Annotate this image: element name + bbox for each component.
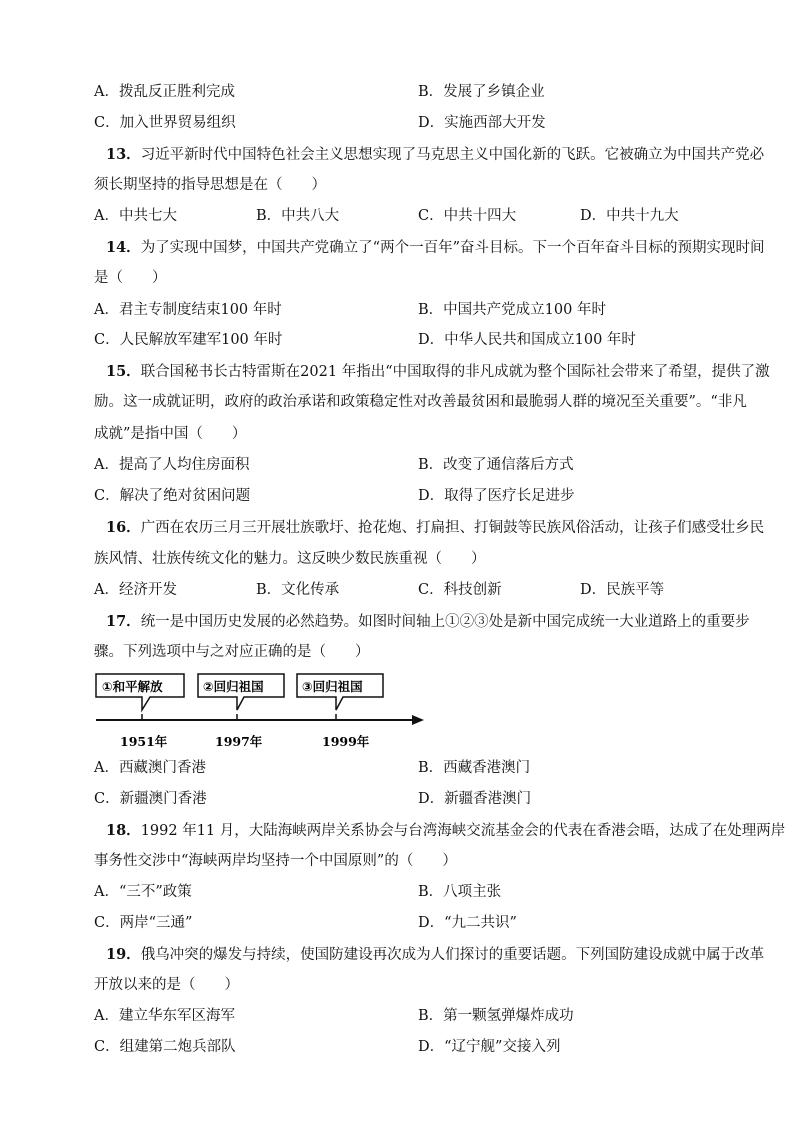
q12-option-c[interactable]: C．加入世界贸易组织 [94,115,236,131]
q16-stem-line2: 族风情、壮族传统文化的魅力。这反映少数民族重视（ ） [94,551,486,567]
q16-number: 16． [106,519,141,536]
q13-stem-line1 [106,146,766,164]
q19-option-a[interactable]: A．建立华东军区海军 [94,1008,235,1024]
timeline-label-1: ①和平解放 [102,679,163,694]
q15-number: 15． [106,363,141,380]
q14-number: 14． [106,239,141,256]
q13-text-1: 习近平新时代中国特色社会主义思想实现了马克思主义中国化新的飞跃。它被确立为中国共产党必 [140,147,765,163]
q19-number: 19． [106,946,141,963]
q18-stem-line2: 事务性交涉中“海峡两岸均坚持一个中国原则”的（ ） [94,853,457,869]
q15-stem-line2: 励。这一成就证明，政府的政治承诺和政策稳定性对改善最贫困和最脆弱人群的境况至关重要”。“非凡 [94,394,747,410]
timeline-callout-1 [96,674,184,710]
q18-number: 18． [106,822,141,839]
timeline-callout-2 [198,674,284,710]
timeline-year-3: 1999年 [322,734,370,749]
q19-option-c[interactable]: C．组建第二炮兵部队 [94,1039,236,1055]
timeline-year-1: 1951年 [120,734,168,749]
q19-stem-line1 [106,946,766,964]
q16-option-d[interactable]: D．民族平等 [580,582,665,598]
q14-option-c[interactable]: C．人民解放军建军100 年时 [94,332,283,348]
q14-option-d[interactable]: D．中华人民共和国成立100 年时 [418,332,636,348]
q13-option-d[interactable]: D．中共十九大 [580,208,679,224]
q13-option-a[interactable]: A．中共七大 [94,208,177,224]
q17-text-1: 统一是中国历史发展的必然趋势。如图时间轴上①②③处是新中国完成统一大业道路上的重要步 [140,614,750,630]
q13-option-c[interactable]: C．中共十四大 [418,208,517,224]
q18-option-c[interactable]: C．两岸“三通” [94,915,193,931]
q17-number: 17． [106,613,141,630]
q17-stem-line1 [106,613,766,631]
q19-stem-line2: 开放以来的是（ ） [94,977,239,993]
q15-text-1: 联合国秘书长古特雷斯在2021 年指出“中国取得的非凡成就为整个国际社会带来了希望，提供了激 [140,364,770,380]
q15-option-d[interactable]: D．取得了医疗长足进步 [418,488,575,504]
q12-option-d[interactable]: D．实施西部大开发 [418,115,546,131]
q14-option-a[interactable]: A．君主专制度结束100 年时 [94,302,282,318]
q16-stem-line1 [106,519,766,537]
q18-option-b[interactable]: B．八项主张 [418,884,502,900]
q12-option-b[interactable]: B．发展了乡镇企业 [418,84,545,100]
q14-text-1: 为了实现中国梦，中国共产党确立了“两个一百年”奋斗目标。下一个百年奋斗目标的预期实现时间 [140,240,765,256]
q19-text-1: 俄乌冲突的爆发与持续，使国防建设再次成为人们探讨的重要话题。下列国防建设成就中属于改革 [140,947,765,963]
q16-option-a[interactable]: A．经济开发 [94,582,177,598]
q18-option-a[interactable]: A．“三不”政策 [94,884,192,900]
timeline-label-3: ③回归祖国 [302,679,363,694]
q13-option-b[interactable]: B．中共八大 [256,208,340,224]
q12-option-a[interactable]: A．拨乱反正胜利完成 [94,84,235,100]
q15-option-c[interactable]: C．解决了绝对贫困问题 [94,488,251,504]
timeline-arrow-icon [412,715,424,725]
q18-option-d[interactable]: D．“九二共识” [418,915,517,931]
q14-option-b[interactable]: B．中国共产党成立100 年时 [418,302,606,318]
q14-stem-line1 [106,239,766,257]
timeline-label-2: ②回归祖国 [203,679,264,694]
q13-stem-line2: 须长期坚持的指导思想是在（ ） [94,177,326,193]
timeline-callout-3 [297,674,383,710]
q13-number: 13． [106,146,141,163]
q17-stem-line2: 骤。下列选项中与之对应正确的是（ ） [94,644,370,660]
q15-option-a[interactable]: A．提高了人均住房面积 [94,457,250,473]
q17-option-b[interactable]: B．西藏香港澳门 [418,760,531,776]
q17-timeline-figure [94,670,430,752]
q16-option-b[interactable]: B．文化传承 [256,582,340,598]
q15-stem-line3: 成就”是指中国（ ） [94,426,247,442]
q17-option-a[interactable]: A．西藏澳门香港 [94,760,206,776]
q15-option-b[interactable]: B．改变了通信落后方式 [418,457,574,473]
q19-option-b[interactable]: B．第一颗氢弹爆炸成功 [418,1008,574,1024]
q16-text-1: 广西在农历三月三开展壮族歌圩、抢花炮、打扁担、打铜鼓等民族风俗活动，让孩子们感受壮乡民 [140,520,765,536]
q18-text-1: 1992 年11 月，大陆海峡两岸关系协会与台湾海峡交流基金会的代表在香港会晤，达成了在处理两岸 [140,823,786,839]
q14-stem-line2: 是（ ） [94,270,167,286]
timeline-year-2: 1997年 [215,734,263,749]
q17-option-c[interactable]: C．新疆澳门香港 [94,791,207,807]
q19-option-d[interactable]: D．“辽宁舰”交接入列 [418,1039,561,1055]
q16-option-c[interactable]: C．科技创新 [418,582,502,598]
q15-stem-line1 [106,363,770,381]
q17-option-d[interactable]: D．新疆香港澳门 [418,791,532,807]
q18-stem-line1 [106,822,786,840]
